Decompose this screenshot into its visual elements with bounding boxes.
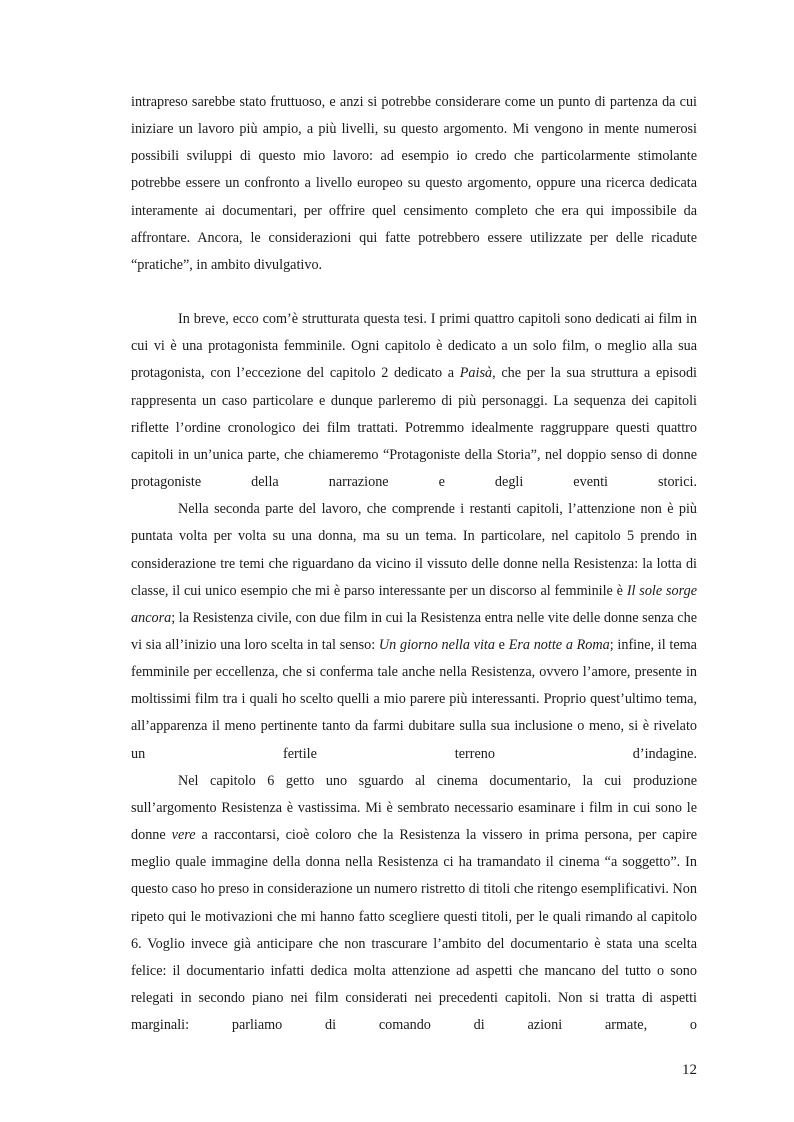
paragraph-2 [131, 306, 697, 496]
film-title-era-notte-a-roma: Era notte a Roma [508, 636, 610, 653]
paragraph-3 [131, 496, 697, 768]
paragraph-3-text-b: ; la Resistenza civile, con due film in cui la Resistenza entra nelle vite delle donne senza che vi sia all’inizio una loro scelta in tal senso: [131, 609, 697, 653]
paragraph-4-text-a: Nel capitolo 6 getto uno sguardo al cinema documentario, la cui produzione sull’argomento Resistenza è vastissima. Mi è sembrato necessario esaminare i film in cui sono le donne [131, 772, 697, 844]
paragraph-3-text-a: Nella seconda parte del lavoro, che comprende i restanti capitoli, l’attenzione non è più puntata volta per volta su una donna, ma su un tema. In particolare, nel capitolo 5 prendo in considerazione tre temi che riguardano da vicino il vissuto delle donne nella Resistenza: la lotta di classe, il cui unico esempio che mi è parso interessante per un discorso al femminile è [131, 501, 697, 599]
paragraph-4-text-b: a raccontarsi, cioè coloro che la Resistenza la vissero in prima persona, per capire meglio quale immagine della donna nella Resistenza ci ha tramandato il cinema “a soggetto”. In questo caso ho preso in considerazione un numero ristretto di titoli che ritengo esemplificativi. Non ripeto qui le motivazioni che mi hanno fatto scegliere questi titoli, per le quali rimando al capitolo 6. Voglio invece già anticipare che non trascurare l’ambito del documentario è stata una scelta felice: il documentario infatti dedica molta attenzione ad aspetti che mancano del tutto o sono relegati in secondo piano nei film considerati nei precedenti capitoli. Non si tratta di aspetti marginali: parliamo di comando di azioni armate, o [131, 827, 697, 1034]
paragraph-3-text-c: e [494, 636, 509, 653]
paragraph-2-text-b: , che per la sua struttura a episodi rappresenta un caso particolare e dunque parleremo di più personaggi. La sequenza dei capitoli riflette l’ordine cronologico dei film trattati. Potremmo idealmente raggruppare questi quattro capitoli in un’unica parte, che chiameremo “Protagoniste della Storia”, nel doppio senso di donne protagoniste della narrazione e degli eventi storici. [131, 365, 697, 491]
page-number: 12 [682, 1062, 697, 1078]
film-title-paisa: Paisà [459, 365, 493, 382]
paragraph-2-text-a: In breve, ecco com’è strutturata questa tesi. I primi quattro capitoli sono dedicati ai film in cui vi è una protagonista femminile. Ogni capitolo è dedicato a un solo film, o meglio alla sua protagonista, con l’eccezione del capitolo 2 dedicato a [131, 311, 697, 382]
paragraph-4 [131, 768, 697, 1040]
film-title-un-giorno-nella-vita: Un giorno nella vita [378, 636, 495, 653]
paragraph-3-text-d: ; infine, il tema femminile per eccellenza, che si conferma tale anche nella Resistenza, ovvero l’amore, presente in moltissimi film tra i quali ho scelto quelli a mio parere più interessanti. Proprio quest’ultimo tema, all’apparenza il meno pertinente tanto da farmi dubitare sulla sua inclusione o meno, si è rivelato un fertile terreno d’indagine. [131, 636, 697, 762]
paragraph-1: intrapreso sarebbe stato fruttuoso, e anzi si potrebbe considerare come un punto di partenza da cui iniziare un lavoro più ampio, a più livelli, su questo argomento. Mi vengono in mente numerosi possibili sviluppi di questo mio lavoro: ad esempio io credo che particolarmente stimolante potrebbe essere un confronto a livello europeo su questo argomento, oppure una ricerca dedicata interamente ai documentari, per offrire quel censimento completo che era qui impossibile da affrontare. Ancora, le considerazioni qui fatte potrebbero essere utilizzate per delle ricadute “pratiche”, in ambito divulgativo. [131, 94, 697, 273]
paragraph-gap [131, 279, 697, 306]
body-text [131, 89, 697, 1039]
emphasis-vere: vere [171, 827, 196, 844]
film-title-il-sole-sorge-ancora: Il sole sorge ancora [131, 582, 697, 626]
